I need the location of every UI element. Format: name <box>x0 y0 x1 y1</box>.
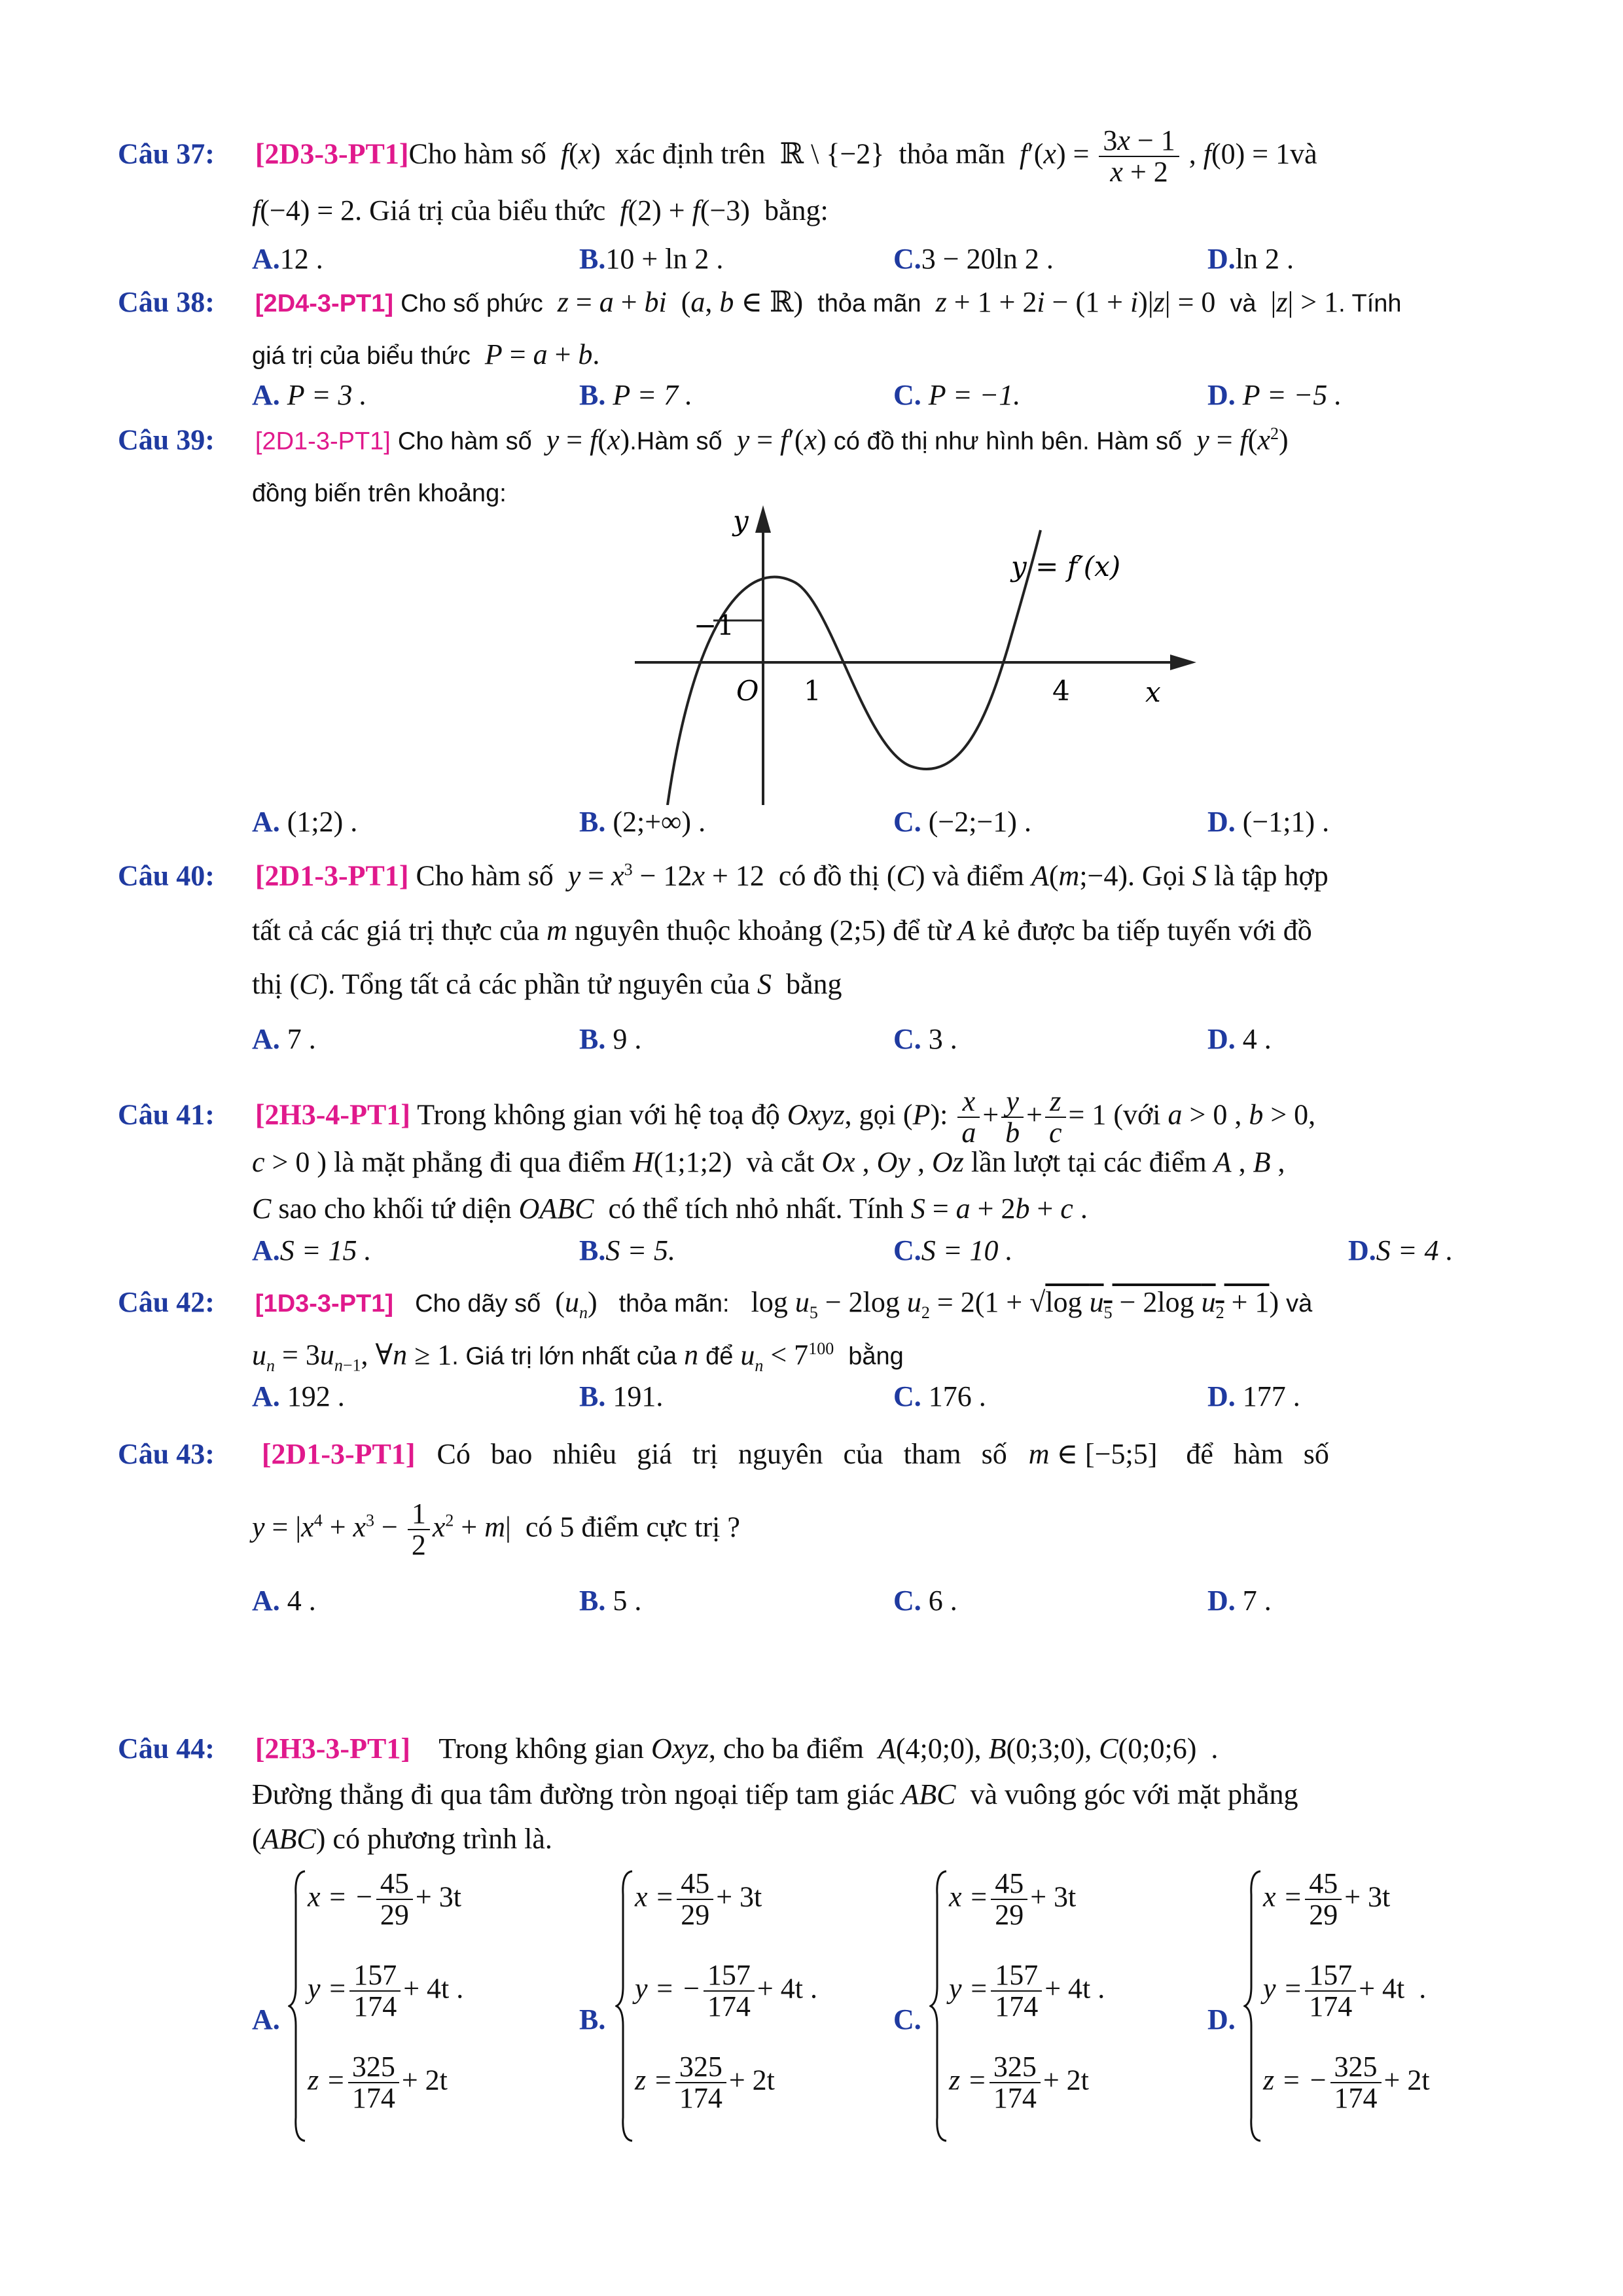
q40-number: Câu 40: <box>118 859 215 892</box>
q44-b-y: y = − <box>635 1972 701 2005</box>
question-44 <box>118 1728 1518 2199</box>
q39-option-d-label: D. <box>1207 806 1236 838</box>
q44-d-z-num: 325 <box>1330 2052 1382 2083</box>
q44-a-x: x = − <box>308 1880 374 1913</box>
derivative-curve <box>668 530 1041 805</box>
q37-fraction: $\frac{3x - 1}{x + 2}$ <box>1099 126 1179 187</box>
x-axis-arrow <box>1170 655 1196 670</box>
x-axis-label: x <box>1145 676 1161 708</box>
q44-b-x-den: 29 <box>681 1899 710 1931</box>
q40-line2-d: kẻ được ba tiếp tuyến với đồ <box>982 914 1312 946</box>
q39-option-c[interactable] <box>893 805 1031 838</box>
q44-a-x-t: + 3t <box>415 1880 461 1913</box>
q41-line3: C sao cho khối tứ diện OABC có thể tích nhỏ nhất. Tính S = a + 2b + c . <box>252 1193 1088 1225</box>
q42-line1: Câu 42: [1D3-3-PT1] Cho dãy số $(u_n)$ thỏa mãn: $\log u_5 - 2\log$ $u_2 = 2(1 + √\log$ $u_5 - 2\log$ $u_2 + 1$) và <box>118 1286 1313 1322</box>
q37-option-b-text: 10 + ln 2 . <box>605 243 724 275</box>
q42-option-c-label: C. <box>893 1380 921 1412</box>
q43-line2-text: có 5 điểm cực trị ? <box>525 1511 740 1543</box>
q37-text-a: Cho hàm số <box>408 137 546 170</box>
q41-option-d-text: S = 4 . <box>1376 1234 1454 1266</box>
q39-text-a: Cho hàm số <box>397 427 532 456</box>
q41-line3-a: sao cho khối tứ diện <box>278 1193 512 1225</box>
q39-option-c-text: (−2;−1) . <box>928 806 1031 838</box>
q40-option-b[interactable] <box>579 1022 641 1056</box>
q38-option-b-text: P = 7 . <box>613 379 693 411</box>
q38-option-c-label: C. <box>893 379 921 411</box>
q44-d-x-den: 29 <box>1309 1899 1338 1931</box>
q40-text-d: . Gọi <box>1128 859 1186 892</box>
q40-tag: [2D1-3-PT1] <box>255 859 409 892</box>
q44-tag: [2H3-3-PT1] <box>255 1732 410 1765</box>
q37-text-b: xác định trên <box>615 137 766 170</box>
q41-line2-c: lần lượt tại các điểm <box>971 1146 1207 1178</box>
q40-option-b-text: 9 . <box>613 1023 642 1055</box>
q42-line2-a: . Giá trị lớn nhất của <box>452 1342 677 1371</box>
q41-option-d-label: D. <box>1348 1234 1376 1266</box>
q40-option-c-label: C. <box>893 1023 921 1055</box>
q44-b-z: z = <box>635 2064 673 2096</box>
q44-a-z: z = <box>308 2064 346 2096</box>
q44-c-x-t: + 3t <box>1030 1880 1077 1913</box>
q37-line2-text: . Giá trị của biểu thức <box>355 194 606 226</box>
q43-option-b[interactable] <box>579 1584 641 1617</box>
q42-option-d-text: 177 . <box>1242 1380 1300 1412</box>
q44-c-z-den: 174 <box>993 2082 1037 2115</box>
q38-tag: [2D4-3-PT1] <box>255 290 394 317</box>
q42-text-b: thỏa mãn: <box>618 1290 730 1318</box>
q40-line2: tất cả các giá trị thực của m nguyên thuộc khoảng (2;5) để từ A kẻ được ba tiếp tuyến với đồ <box>252 914 1312 946</box>
q41-option-a[interactable] <box>252 1234 371 1267</box>
q41-option-b-label: B. <box>579 1234 606 1266</box>
q44-c-z-num: 325 <box>990 2052 1041 2083</box>
q41-option-c[interactable] <box>893 1234 1012 1267</box>
q37-option-d[interactable] <box>1207 242 1294 276</box>
q40-option-d[interactable] <box>1207 1022 1272 1056</box>
q43-option-b-text: 5 . <box>613 1585 642 1617</box>
q44-text-b: , cho ba điểm <box>708 1732 864 1765</box>
q42-number: Câu 42: <box>118 1286 215 1318</box>
q40-line3-c: bằng <box>786 968 842 1000</box>
q44-b-y-t: + 4t <box>757 1972 803 2005</box>
q44-d-x: x = <box>1263 1880 1303 1913</box>
q39-option-b[interactable] <box>579 805 705 838</box>
q43-option-a-text: 4 . <box>287 1585 316 1617</box>
q42-option-b-text: 191. <box>613 1380 664 1412</box>
q42-text-c: và <box>1286 1290 1313 1318</box>
q44-line3-text: có phương trình là. <box>332 1823 552 1855</box>
q44-c-y-num: 157 <box>991 1960 1042 1992</box>
q42-option-a-label: A. <box>252 1380 280 1412</box>
q44-a-y-num: 157 <box>349 1960 401 1992</box>
q41-text-a: Trong không gian với hệ toạ độ <box>417 1098 780 1131</box>
q38-option-b-label: B. <box>579 379 606 411</box>
q44-a-x-num: 45 <box>376 1869 413 1900</box>
q37-tag: [2D3-3-PT1] <box>255 137 409 170</box>
q40-option-c-text: 3 . <box>928 1023 957 1055</box>
q40-option-c[interactable] <box>893 1022 957 1056</box>
q38-text-a: Cho số phức <box>401 290 543 317</box>
q44-a-y-t: + 4t <box>403 1972 450 2005</box>
q44-d-y: y = <box>1263 1972 1303 2005</box>
q42-option-d[interactable] <box>1207 1380 1300 1413</box>
q44-option-d-label-text: D. <box>1207 2003 1236 2036</box>
q41-text-b: , gọi <box>844 1098 896 1131</box>
q43-text-a: Có bao nhiêu giá trị nguyên của tham số <box>437 1438 1007 1470</box>
q43-line2: $y = |x^4 + x^3$ − $\frac{1}{2}$ $x^2 + m|$ có 5 điểm cực trị ? <box>252 1498 740 1562</box>
q44-line2-b: và vuông góc với mặt phẳng <box>970 1778 1298 1810</box>
q44-a-x-den: 29 <box>380 1899 409 1931</box>
q38-option-c-text: P = −1. <box>928 379 1021 411</box>
q40-option-d-text: 4 . <box>1242 1023 1272 1055</box>
q38-option-a-label: A. <box>252 379 280 411</box>
q44-number: Câu 44: <box>118 1732 215 1765</box>
q41-option-a-label: A. <box>252 1234 280 1266</box>
q39-option-c-label: C. <box>893 806 921 838</box>
q37-option-c-label: C. <box>893 243 921 275</box>
q44-b-z-t: + 2t <box>728 2064 775 2096</box>
q44-line3: (ABC) có phương trình là. <box>252 1823 552 1855</box>
q41-text-c: (với <box>1113 1098 1161 1131</box>
q40-text-a: Cho hàm số <box>416 859 554 892</box>
q38-option-d[interactable] <box>1207 378 1342 412</box>
q44-c-y: y = <box>949 1972 989 2005</box>
q39-line2-text: đồng biến trên khoảng: <box>252 480 507 507</box>
q37-option-d-label: D. <box>1207 243 1236 275</box>
q37-text-d: và <box>1290 137 1317 170</box>
q41-tag: [2H3-4-PT1] <box>255 1098 410 1131</box>
q41-option-b-text: S = 5. <box>605 1234 676 1266</box>
q37-line1: Câu 37: [2D3-3-PT1]Cho hàm số f(x) xác định trên ℝ \ {−2} thỏa mãn f′(x) = $\frac{3x - 1}{x + 2}$ , f(0) = 1và <box>118 124 1317 188</box>
q44-option-b-system[interactable]: x = $\frac{45}{29}$ + 3t y = − $\frac{157}{174}$ + 4t . z = $\frac{325}{174}$ + 2t <box>615 1869 890 2144</box>
q39-number: Câu 39: <box>118 423 215 456</box>
q38-option-a-text: P = 3 . <box>287 379 367 411</box>
q43-option-b-label: B. <box>579 1585 606 1617</box>
q42-tag: [1D3-3-PT1] <box>255 1290 394 1318</box>
q42-option-a-text: 192 . <box>287 1380 345 1412</box>
q41-option-a-text: S = 15 . <box>279 1234 372 1266</box>
tick-four: 4 <box>1052 675 1070 707</box>
q40-text-e: là tập hợp <box>1214 859 1329 892</box>
q44-c-y-t: + 4t <box>1044 1972 1091 2005</box>
q43-option-a-label: A. <box>252 1585 280 1617</box>
q38-line1: Câu 38: [2D4-3-PT1] Cho số phức z = a + bi (a, b ∈ ℝ) thỏa mãn z + 1 + 2i − (1 + i)|z| = 0 và |z| > 1. Tính <box>118 286 1402 318</box>
q44-d-y-den: 174 <box>1309 1990 1353 2023</box>
q40-text-c: và điểm <box>932 859 1024 892</box>
q44-b-x-num: 45 <box>677 1869 713 1900</box>
q38-text-b: thỏa mãn <box>817 290 921 317</box>
q44-option-b-label[interactable] <box>579 2003 605 2036</box>
y-axis-label: y <box>733 505 749 537</box>
q44-c-z: z = <box>949 2064 987 2096</box>
q44-option-c-system[interactable]: x = $\frac{45}{29}$ + 3t y = $\frac{157}{174}$ + 4t . z = $\frac{325}{174}$ + 2t <box>929 1869 1204 2144</box>
q44-c-x: x = <box>949 1880 989 1913</box>
q44-text-a: Trong không gian <box>438 1732 644 1765</box>
q37-line2: f(−4) = 2. Giá trị của biểu thức f(2) + f(−3) bằng: <box>252 194 829 226</box>
q42-option-d-label: D. <box>1207 1380 1236 1412</box>
q42-option-b[interactable] <box>579 1380 663 1413</box>
question-41 <box>118 1060 1518 1283</box>
q44-b-z-num: 325 <box>675 2052 726 2083</box>
q44-a-y-den: 174 <box>353 1990 397 2023</box>
q37-option-d-text: ln 2 . <box>1235 243 1294 275</box>
q38-number: Câu 38: <box>118 286 215 318</box>
q39-option-d-text: (−1;1) . <box>1242 806 1330 838</box>
q44-option-a-label-text: A. <box>252 2003 280 2036</box>
q42-option-c-text: 176 . <box>928 1380 986 1412</box>
q44-b-y-num: 157 <box>704 1960 755 1992</box>
q40-option-a[interactable] <box>252 1022 316 1056</box>
q44-option-b-label-text: B. <box>579 2003 606 2036</box>
q43-tag: [2D1-3-PT1] <box>261 1438 416 1470</box>
q42-option-b-label: B. <box>579 1380 606 1412</box>
q44-line2-text: Đường thẳng đi qua tâm đường tròn ngoại tiếp tam giác <box>252 1778 895 1810</box>
q41-option-d[interactable] <box>1348 1234 1453 1267</box>
q37-number: Câu 37: <box>118 137 215 170</box>
q39-option-b-text: (2;+∞) . <box>613 806 706 838</box>
q44-a-z-t: + 2t <box>401 2064 448 2096</box>
question-38 <box>118 281 1518 412</box>
q40-text-b: có đồ thị <box>778 859 880 892</box>
q41-option-c-label: C. <box>893 1234 921 1266</box>
q44-option-a-system[interactable]: x = − $\frac{45}{29}$ + 3t y = $\frac{157}{174}$ + 4t . z = $\frac{325}{174}$ + 2t <box>288 1869 563 2144</box>
q44-b-y-den: 174 <box>707 1990 751 2023</box>
q44-line1: Câu 44: [2H3-3-PT1] Trong không gian Oxyz, cho ba điểm A(4;0;0), B(0;3;0), C(0;0;6) . <box>118 1732 1219 1765</box>
q43-text-b: để hàm số <box>1186 1438 1329 1470</box>
q38-option-d-text: P = −5 . <box>1242 379 1342 411</box>
question-39 <box>118 412 1518 870</box>
q37-option-b[interactable] <box>579 242 723 276</box>
q41-option-c-text: S = 10 . <box>921 1234 1013 1266</box>
q44-line2: Đường thẳng đi qua tâm đường tròn ngoại tiếp tam giác ABC và vuông góc với mặt phẳng <box>252 1778 1298 1810</box>
q42-line2-c: bằng <box>848 1342 904 1371</box>
q37-option-c[interactable] <box>893 242 1054 276</box>
q40-line2-c: để từ <box>893 914 951 946</box>
q39-option-a-label: A. <box>252 806 280 838</box>
q43-option-c-label: C. <box>893 1585 921 1617</box>
q44-option-d-system[interactable]: x = $\frac{45}{29}$ + 3t y = $\frac{157}{174}$ + 4t . z = − $\frac{325}{174}$ + 2t <box>1243 1869 1531 2144</box>
question-43 <box>118 1427 1518 1623</box>
q37-option-a-label: A. <box>252 243 280 275</box>
q40-line2-a: tất cả các giá trị thực của <box>252 914 540 946</box>
q37-text-c: thỏa mãn <box>899 137 1005 170</box>
q44-d-z-t: + 2t <box>1383 2064 1430 2096</box>
q38-text-d: . Tính <box>1338 290 1402 317</box>
q44-a-z-num: 325 <box>348 2052 399 2083</box>
q40-option-d-label: D. <box>1207 1023 1236 1055</box>
q41-line2-b: và cắt <box>746 1146 815 1178</box>
q42-option-a[interactable] <box>252 1380 345 1413</box>
q43-option-d-text: 7 . <box>1242 1585 1272 1617</box>
q41-line2-a: là mặt phẳng đi qua điểm <box>334 1146 626 1178</box>
q39-line1: Câu 39: [2D1-3-PT1] Cho hàm số y = f(x).Hàm số y = f′(x) có đồ thị như hình bên. Hàm số $y = f(x^2)$ <box>118 423 1289 456</box>
q44-b-x-t: + 3t <box>716 1880 762 1913</box>
q39-option-b-label: B. <box>579 806 606 838</box>
q40-option-a-text: 7 . <box>287 1023 316 1055</box>
q38-option-a[interactable] <box>252 378 367 412</box>
q44-b-z-den: 174 <box>679 2082 722 2115</box>
question-40 <box>118 851 1518 1060</box>
q37-option-a-text: 12 . <box>279 243 323 275</box>
q39-text-b: .Hàm số <box>630 427 722 456</box>
q39-graph <box>635 504 1263 805</box>
q39-line2 <box>252 478 507 507</box>
q44-d-z: z = − <box>1263 2064 1328 2096</box>
q44-c-z-t: + 2t <box>1043 2064 1089 2096</box>
q44-option-a-label[interactable] <box>252 2003 280 2036</box>
q44-c-x-den: 29 <box>995 1899 1024 1931</box>
question-37 <box>118 118 1518 288</box>
q44-d-y-t: + 4t <box>1359 1972 1405 2005</box>
q38-line2-text: giá trị của biểu thức <box>252 342 471 370</box>
curve-label: y = f′(x) <box>1011 550 1121 583</box>
q44-b-x: x = <box>635 1880 675 1913</box>
q43-option-d-label: D. <box>1207 1585 1236 1617</box>
q40-line3-b: . Tổng tất cả các phần tử nguyên của <box>328 968 751 1000</box>
q44-d-z-den: 174 <box>1334 2082 1378 2115</box>
q44-d-x-t: + 3t <box>1344 1880 1391 1913</box>
q39-option-a[interactable] <box>252 805 357 838</box>
q38-text-c: và <box>1230 290 1257 317</box>
q37-option-c-text: 3 − 20ln 2 . <box>921 243 1054 275</box>
q44-a-y: y = <box>308 1972 348 2005</box>
q40-line1: Câu 40: [2D1-3-PT1] Cho hàm số $y = x^3 - 12x + 12$ có đồ thị (C) và điểm A(m;−4). Gọi S là tập hợp <box>118 859 1329 892</box>
q42-text-a: Cho dãy số <box>415 1290 541 1318</box>
q44-c-x-num: 45 <box>991 1869 1027 1900</box>
q39-option-a-text: (1;2) . <box>287 806 358 838</box>
q41-line2: c > 0 ) là mặt phẳng đi qua điểm H(1;1;2) và cắt Ox , Oy , Oz lần lượt tại các điểm A , B , <box>252 1146 1285 1178</box>
q43-number: Câu 43: <box>118 1438 215 1470</box>
q44-d-x-num: 45 <box>1305 1869 1342 1900</box>
q38-line2: giá trị của biểu thức P = a + b. <box>252 338 600 370</box>
q43-line1: Câu 43: [2D1-3-PT1] Có bao nhiêu giá trị nguyên của tham số m ∈ [−5;5] để hàm số <box>118 1438 1329 1470</box>
y-axis-arrow <box>755 505 771 533</box>
q44-c-y-den: 174 <box>995 1990 1039 2023</box>
q44-d-y-num: 157 <box>1305 1960 1356 1992</box>
q40-line2-b: nguyên thuộc khoảng <box>574 914 823 946</box>
q43-option-c[interactable] <box>893 1584 957 1617</box>
q39-tag: [2D1-3-PT1] <box>255 427 391 456</box>
q41-option-b[interactable] <box>579 1234 675 1267</box>
question-42 <box>118 1283 1518 1427</box>
q37-line2-end: bằng: <box>764 194 829 226</box>
q44-option-c-label-text: C. <box>893 2003 921 2036</box>
q42-line2-b: để <box>705 1342 734 1371</box>
q37-option-b-label: B. <box>579 243 606 275</box>
q43-option-c-text: 6 . <box>928 1585 957 1617</box>
q39-option-d[interactable] <box>1207 805 1329 838</box>
tick-minus-one: −1 <box>694 609 734 641</box>
q40-option-b-label: B. <box>579 1023 606 1055</box>
q41-line3-b: có thể tích nhỏ nhất. Tính <box>608 1193 904 1225</box>
q40-line3: thị (C). Tổng tất cả các phần tử nguyên của S bằng <box>252 968 842 1000</box>
q41-line1: Câu 41: [2H3-4-PT1] Trong không gian với hệ toạ độ Oxyz, gọi (P): $\frac{x}{a}$ + $\frac{y}{b}$ + $\frac{z}{c}$ = 1 (với a > 0 , b > 0, <box>118 1085 1316 1149</box>
q41-number: Câu 41: <box>118 1098 215 1131</box>
q42-option-c[interactable] <box>893 1380 986 1413</box>
tick-one: 1 <box>804 675 821 707</box>
q40-line3-a: thị <box>252 968 283 1000</box>
q37-option-a[interactable] <box>252 242 323 276</box>
q43-option-a[interactable] <box>252 1584 316 1617</box>
q43-option-d[interactable] <box>1207 1584 1272 1617</box>
q42-line2: $u_n = 3u_{n-1}$, ∀n ≥ 1. Giá trị lớn nhất của n để $u_n < 7^{100}$ bằng <box>252 1338 904 1375</box>
origin-label: O <box>736 675 759 707</box>
q40-option-a-label: A. <box>252 1023 280 1055</box>
q44-a-z-den: 174 <box>351 2082 395 2115</box>
q38-option-b[interactable] <box>579 378 692 412</box>
q39-text-c: có đồ thị như hình bên. Hàm số <box>833 427 1183 456</box>
q38-option-d-label: D. <box>1207 379 1236 411</box>
q44-option-c-label[interactable] <box>893 2003 921 2036</box>
q44-option-d-label[interactable] <box>1207 2003 1236 2036</box>
q38-option-c[interactable] <box>893 378 1020 412</box>
